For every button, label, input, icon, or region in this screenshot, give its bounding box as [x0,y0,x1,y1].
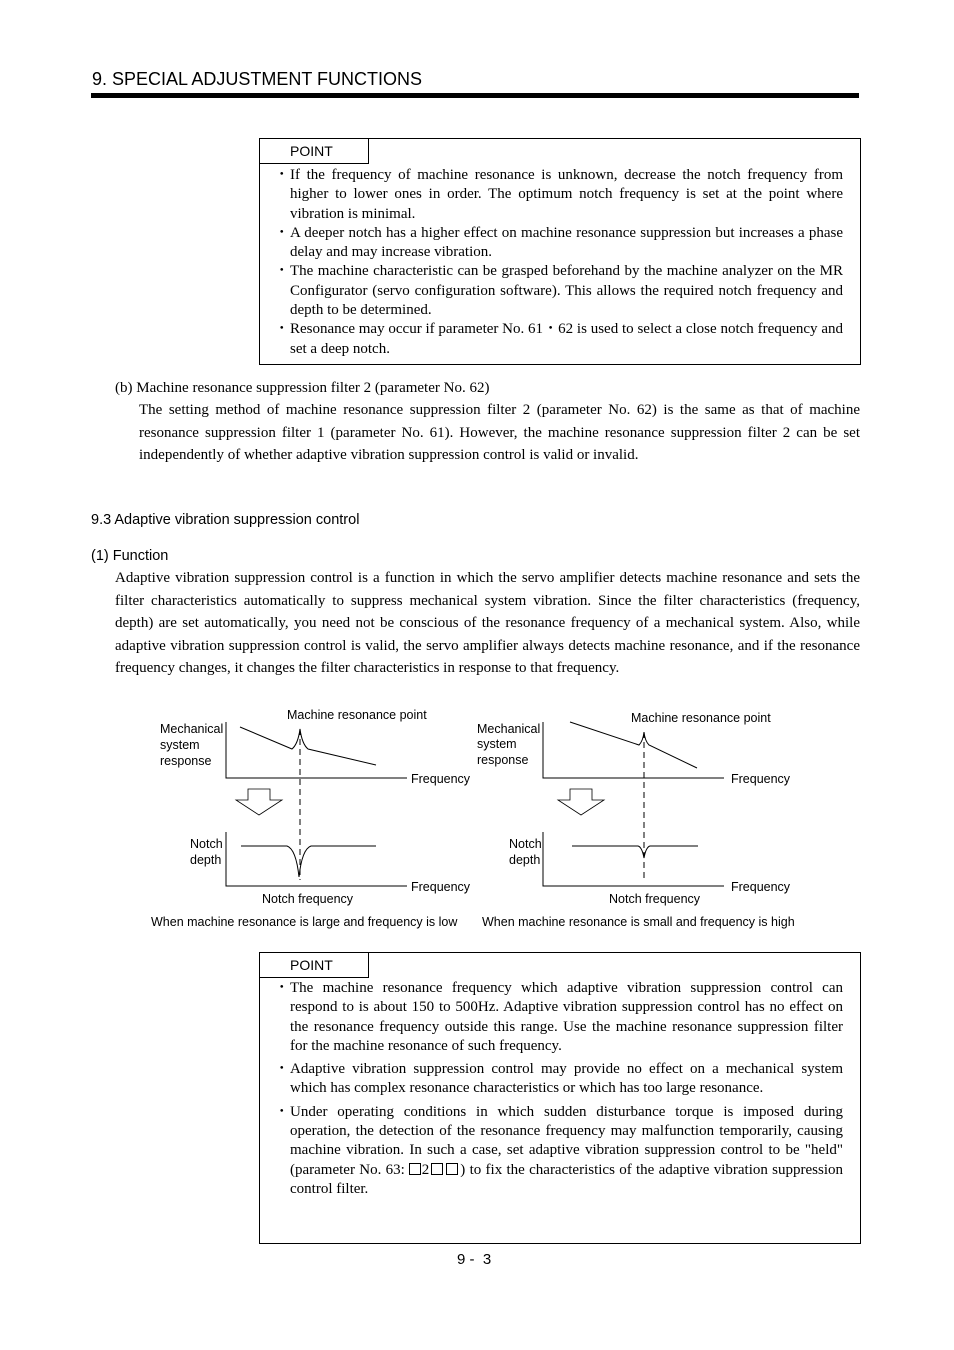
param-blank-box [431,1163,443,1175]
left-notch-freq-axis-label: Notch frequency [262,892,354,906]
left-axes [226,722,407,778]
right-mech-label-2: system [477,737,517,751]
right-mech-label-1: Mechanical [477,722,541,736]
point-list [280,979,843,1199]
section-9-3-heading: 9.3 Adaptive vibration suppression control [91,512,360,528]
point-label: POINT [259,952,369,978]
right-caption: When machine resonance is small and frequency is high [482,915,795,929]
left-notch-axes [226,832,407,886]
down-arrow-icon [236,789,282,815]
left-response-graph [226,722,407,880]
page-header-title: 9. SPECIAL ADJUSTMENT FUNCTIONS [92,69,423,89]
left-mech-label-1: Mechanical [160,722,224,736]
left-notch-label-2: depth [190,853,222,867]
section-b-body: The setting method of machine resonance suppression filter 2 (parameter No. 62) is the same as that of machine resonance suppression filter 1 (parameter No. 61). However, the machine resonance suppression filter 2 can be set independently of whether adaptive vibration suppression control is valid or invalid. [139,402,860,463]
left-resonance-point-label: Machine resonance point [287,708,427,722]
right-notch-axes [543,832,724,886]
left-frequency-label: Frequency [411,772,471,786]
right-response-curve [570,722,697,768]
right-frequency-label: Frequency [731,772,791,786]
right-notch-graph [543,832,724,886]
left-response-curve [240,727,376,765]
right-resonance-point-label: Machine resonance point [631,711,771,725]
point-item [280,1103,843,1199]
function-heading: (1) Function [91,548,169,564]
right-axes [543,722,724,778]
point-item: ･ The machine resonance frequency which adaptive vibration suppression control can respond to is about 150 to 500Hz. Adaptive vibration suppression control has no effect on the resonance frequency outside this range. Use the machine resonance suppression filter for the machine resonance of such frequency. [280,979,843,1056]
header-rule [91,93,859,98]
down-arrow-icon [558,789,604,815]
point-label: POINT [259,138,369,164]
point-box-2 [259,952,861,1244]
point-list [280,166,843,359]
right-notch-freq-axis-label: Notch frequency [609,892,701,906]
point-item: ･ Adaptive vibration suppression control may provide no effect on a mechanical system which has complex resonance characteristics or which has too large resonance. [280,1060,843,1099]
left-notch-curve [241,846,376,877]
point-item-text: Under operating conditions in which sudden disturbance torque is imposed during operation, the detection of the resonance frequency may malfunction temporarily, causing machine vibration. In such a case, set adaptive vibration suppression control to be "held" (parameter No. 63: [290,1103,843,1178]
page-number: 9 - 3 [457,1251,492,1268]
right-notch-frequency-label: Frequency [731,880,791,894]
right-response-graph [543,722,724,880]
right-notch-curve [572,846,698,858]
left-mech-label-2: system [160,738,200,752]
left-notch-label-1: Notch [190,837,223,851]
left-mech-label-3: response [160,754,212,768]
point-item-text: ) to fix the characteristics of the adaptive vibration suppression control filter. [290,1161,843,1197]
param-blank-box [409,1163,421,1175]
right-notch-label-2: depth [509,853,541,867]
point-box-1 [259,138,861,365]
point-item: ･ The machine characteristic can be grasped beforehand by the machine analyzer on the MR Configurator (servo configuration software). This allows the required notch frequency and depth to be determined. [280,262,843,320]
right-mech-label-3: response [477,753,529,767]
function-body: Adaptive vibration suppression control is a function in which the servo amplifier detects machine resonance and sets the filter characteristics automatically to suppress mechanical system vibration. Since the filter characteristics (frequency, depth) are set automatically, you need not be conscious of the resonance frequency of a mechanical system. Also, while adaptive vibration suppression control is valid, the servo amplifier always detects machine resonance, and if the resonance frequency changes, it changes the filter characteristics in response to that frequency. [115,570,860,676]
left-notch-graph [226,832,407,886]
right-notch-label-1: Notch [509,837,542,851]
left-notch-frequency-label: Frequency [411,880,471,894]
section-b-heading: (b) Machine resonance suppression filter 2 (parameter No. 62) [115,380,490,396]
left-caption: When machine resonance is large and frequency is low [151,915,458,929]
param-blank-box [446,1163,458,1175]
point-item: ･ Resonance may occur if parameter No. 61・62 is used to select a close notch frequency and set a deep notch. [280,320,843,359]
point-item: ･ If the frequency of machine resonance is unknown, decrease the notch frequency from higher to lower ones in order. The optimum notch frequency is set at the point where vibration is minimal. [280,166,843,224]
param-value: 2 [421,1161,430,1178]
point-item: ･ A deeper notch has a higher effect on machine resonance suppression but increases a phase delay and may increase vibration. [280,224,843,263]
